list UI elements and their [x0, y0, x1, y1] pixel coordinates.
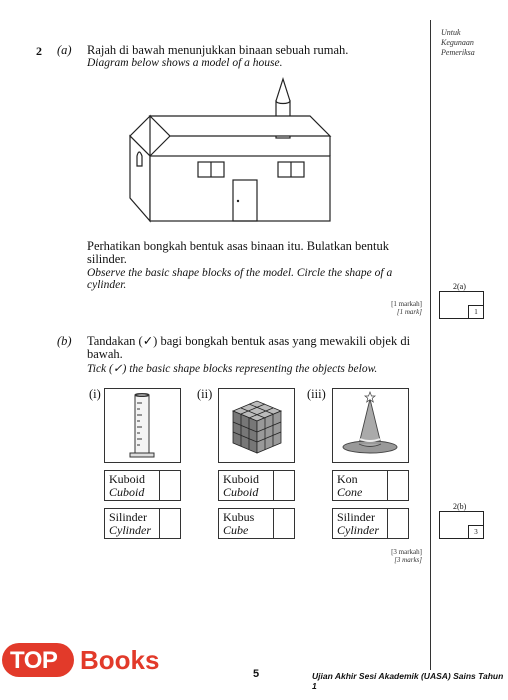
- item-2-image-frame: [218, 388, 295, 463]
- part-b-instruction-en: Tick (✓) the basic shape blocks representing the objects below.: [87, 363, 378, 375]
- item-1-number: (i): [89, 387, 101, 401]
- item-2-option-1-tick-box[interactable]: [273, 471, 294, 500]
- rubiks-cube-icon: [219, 389, 294, 462]
- part-a-question-en: Diagram below shows a model of a house.: [87, 57, 283, 69]
- item-1-option-1-text: Kuboid Cuboid: [109, 472, 145, 499]
- part-b-label: (b): [57, 334, 72, 348]
- examiner-column-heading: [441, 28, 475, 58]
- logo-text-books: Books: [80, 645, 160, 675]
- question-number: 2: [36, 44, 42, 58]
- examiner-word-2: Kegunaan: [441, 38, 474, 47]
- part-a-marks-en: [1 mark]: [396, 308, 422, 316]
- part-a-marks: [330, 300, 422, 316]
- footer-text: Ujian Akhir Sesi Akademik (UASA) Sains Tahun 1: [312, 671, 504, 691]
- score-max-2b: 3: [468, 525, 483, 538]
- item-2-option-1-text: Kuboid Cuboid: [223, 472, 259, 499]
- item-3-option-2[interactable]: [332, 508, 409, 539]
- item-3-option-1[interactable]: [332, 470, 409, 501]
- item-2-option-2[interactable]: [218, 508, 295, 539]
- item-3-option-2-tick-box[interactable]: [387, 509, 408, 538]
- part-a-instruction-ms: Perhatikan bongkah bentuk asas binaan itu. Bulatkan bentuk silinder.: [87, 239, 390, 266]
- item-1-option-1-tick-box[interactable]: [159, 471, 180, 500]
- item-3-option-2-text: Silinder Cylinder: [337, 510, 379, 537]
- part-b-marks-en: [3 marks]: [394, 556, 422, 564]
- part-b-marks: [330, 548, 422, 564]
- item-2-number: (ii): [197, 387, 213, 401]
- part-a-question-ms: Rajah di bawah menunjukkan binaan sebuah rumah.: [87, 43, 349, 57]
- score-box-2a: [439, 291, 484, 319]
- item-2-option-1[interactable]: [218, 470, 295, 501]
- item-1-option-2-text: Silinder Cylinder: [109, 510, 151, 537]
- item-2-option-2-text: Kubus Cube: [223, 510, 255, 537]
- part-a-instruction-en: Observe the basic shape blocks of the model. Circle the shape of a cylinder.: [87, 267, 393, 291]
- score-box-2b: [439, 511, 484, 539]
- item-1-image-frame: [104, 388, 181, 463]
- item-3-number: (iii): [307, 387, 326, 401]
- item-1-option-2-tick-box[interactable]: [159, 509, 180, 538]
- score-label-2b: 2(b): [453, 502, 467, 511]
- topbooks-logo: [0, 635, 180, 685]
- score-label-2a: 2(a): [453, 282, 466, 291]
- part-a-marks-ms: [1 markah]: [391, 300, 422, 308]
- logo-text-top: TOP: [10, 647, 58, 674]
- score-max-2a: 1: [468, 305, 483, 318]
- item-3-image-frame: [332, 388, 409, 463]
- witch-hat-icon: [333, 389, 408, 462]
- item-3-option-1-text: Kon Cone: [337, 472, 363, 499]
- measuring-cylinder-icon: [105, 389, 180, 462]
- part-a-label: (a): [57, 43, 72, 57]
- item-2-option-2-tick-box[interactable]: [273, 509, 294, 538]
- item-3-option-1-tick-box[interactable]: [387, 471, 408, 500]
- examiner-word-3: Pemeriksa: [441, 48, 475, 57]
- house-diagram: [124, 76, 339, 226]
- part-b-instruction-ms: Tandakan (✓) bagi bongkah bentuk asas yang mewakili objek di bawah.: [87, 334, 411, 361]
- item-1-option-1[interactable]: [104, 470, 181, 501]
- part-b-marks-ms: [3 markah]: [391, 548, 422, 556]
- examiner-word-1: Untuk: [441, 28, 461, 37]
- item-1-option-2[interactable]: [104, 508, 181, 539]
- examiner-margin-line: [430, 20, 431, 670]
- page-number: 5: [253, 668, 260, 680]
